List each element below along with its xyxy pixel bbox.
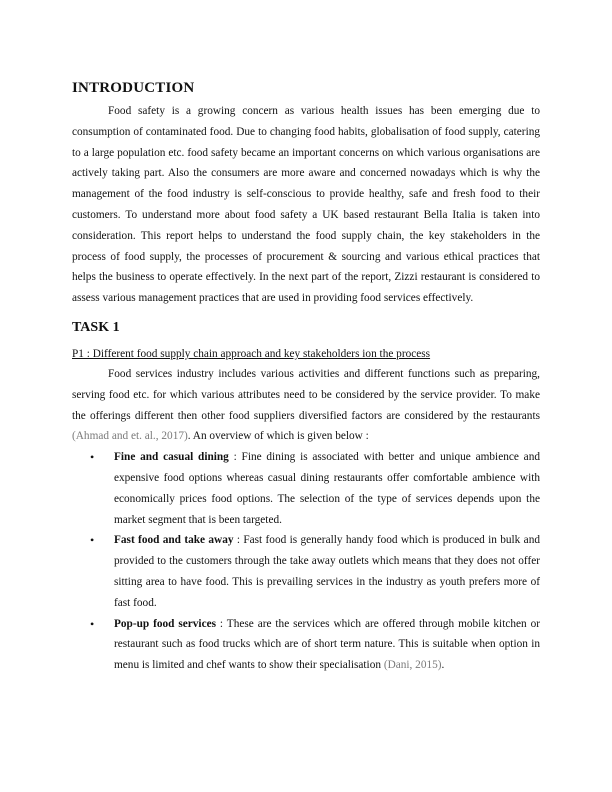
list-item-text: : Fast food is generally handy food which is produced in bulk and provided to the customers through the take away outlets which means that they does not offer sitting area to have food. This is prevailing services in the industry as youth prefers more of fast food. — [114, 534, 540, 609]
list-item-text-end: . — [441, 659, 445, 672]
list-item — [72, 447, 540, 530]
bullet-icon: • — [90, 616, 95, 631]
task1-paragraph-text-end: . An overview of which is given below : — [187, 430, 369, 443]
bullet-icon: • — [90, 533, 95, 548]
bullet-icon: • — [90, 450, 95, 465]
list-item-term: Fine and casual dining — [114, 451, 229, 464]
citation: (Dani, 2015) — [383, 659, 442, 672]
list-item — [72, 530, 540, 613]
citation: (Ahmad and et. al., 2017) — [72, 430, 188, 443]
list-item-term: Pop-up food services — [114, 617, 216, 630]
list-item-term: Fast food and take away — [114, 534, 234, 547]
list-item — [72, 614, 540, 676]
document-body — [72, 78, 540, 676]
introduction-heading: INTRODUCTION — [72, 80, 195, 96]
introduction-paragraph: Food safety is a growing concern as various health issues has been emerging due to consumption of contaminated food. Due to changing food habits, globalisation of food supply, catering to a large population etc. food safety became an important concerns on which various organisations are actively taking part. Also the consumers are more aware and concerned nowadays which is why the management of the food industry is self-conscious to provide healthy, safe and fresh food to their customers. To understand more about food safety a UK based restaurant Bella Italia is taken into consideration. This report helps to understand the food supply chain, the key stakeholders in the process of food supply, the processes of procurement & sourcing and various ethical practices that helps the business to operate effectively. In the next part of the report, Zizzi restaurant is considered to assess various management practices that are used in providing food services effectively. — [72, 105, 540, 305]
food-service-types-list — [72, 447, 540, 676]
task1-heading: TASK 1 — [72, 319, 120, 335]
task1-paragraph — [72, 364, 540, 447]
task1-subheading: P1 : Different food supply chain approach and key stakeholders ion the process — [72, 347, 431, 360]
task1-paragraph-text: Food services industry includes various activities and different functions such as preparing, serving food etc. for which various attributes need to be considered by the service provider. To make the offerings different then other food suppliers diversified factors are considered by the restaurants — [72, 367, 540, 422]
list-item-text: : Fine dining is associated with better and unique ambience and expensive food options whereas casual dining restaurants offer comfortable ambience with economically prices food options. The selection of the type of services depends upon the market segment that is been targeted. — [114, 451, 540, 526]
list-item-text: : These are the services which are offered through mobile kitchen or restaurant such as food trucks which are of short term nature. This is suitable when option in menu is limited and chef wants to show their specialisation — [114, 617, 540, 672]
